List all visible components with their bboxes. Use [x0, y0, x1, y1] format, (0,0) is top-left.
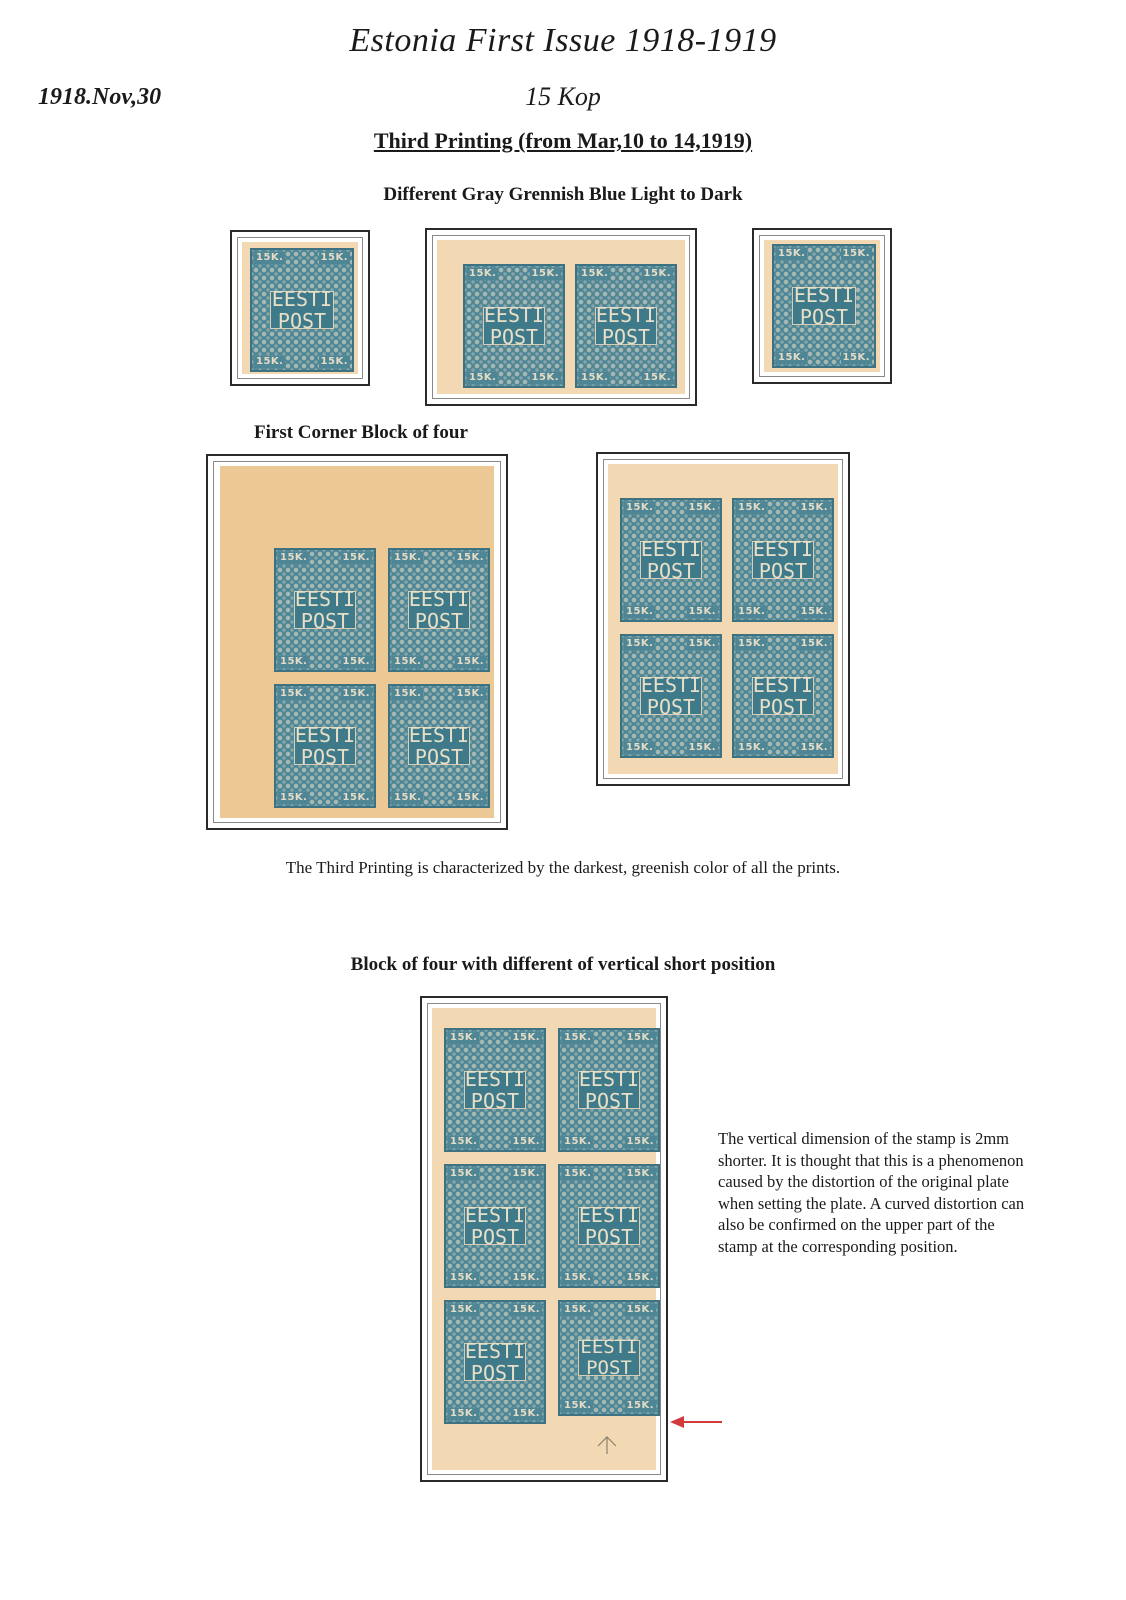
stamp-value-label: 15K. — [342, 688, 370, 699]
stamp-value-label: 15K. — [564, 1136, 592, 1147]
stamp-value-label: 15K. — [842, 248, 870, 259]
stamp-tablet — [464, 1203, 527, 1249]
stamp-value-label: 15K. — [626, 1400, 654, 1411]
stamp-tablet — [640, 537, 703, 583]
stamp-short-position — [558, 1300, 660, 1416]
stamp — [575, 264, 677, 388]
stamp-value-label: 15K. — [564, 1400, 592, 1411]
stamp-text-eesti: EESTI — [578, 1203, 640, 1227]
stamp-text-post: POST — [601, 325, 651, 349]
stamp-value-label: 15K. — [738, 502, 766, 513]
stamp-value-label: 15K. — [581, 268, 609, 279]
stamp-value-label: 15K. — [394, 656, 422, 667]
stamp-value-label: 15K. — [738, 606, 766, 617]
stamp-value-label: 15K. — [469, 372, 497, 383]
stamp-text-post: POST — [758, 559, 808, 583]
stamp-value-label: 15K. — [512, 1272, 540, 1283]
stamp-value-label: 15K. — [456, 688, 484, 699]
stamp-tablet — [578, 1067, 641, 1113]
stamp-value-label: 15K. — [394, 552, 422, 563]
stamp-text-post: POST — [277, 309, 327, 333]
stamp-tablet — [578, 1203, 641, 1249]
stamp-text-post: POST — [758, 695, 808, 719]
stamp-value-label: 15K. — [280, 688, 308, 699]
stamp-value-label: 15K. — [512, 1136, 540, 1147]
stamp-value-label: 15K. — [320, 252, 348, 263]
characterization-note: The Third Printing is characterized by the darkest, greenish color of all the prints. — [285, 858, 841, 877]
stamp-tablet — [270, 287, 334, 333]
stamp-value-label: 15K. — [342, 552, 370, 563]
stamp-text-post: POST — [799, 305, 849, 329]
stamp-value-label: 15K. — [778, 352, 806, 363]
stamp-value-label: 15K. — [456, 656, 484, 667]
single-stamp-mount-light — [230, 230, 370, 386]
stamp-text-post: POST — [300, 745, 350, 769]
stamp — [388, 684, 490, 808]
stamp-text-eesti: EESTI — [294, 587, 356, 611]
stamp-value-label: 15K. — [800, 502, 828, 513]
shades-heading: Different Gray Grennish Blue Light to Dark — [383, 184, 743, 205]
stamp-value-label: 15K. — [643, 372, 671, 383]
stamp-tablet — [408, 723, 471, 769]
stamp-value-label: 15K. — [512, 1032, 540, 1043]
stamp-value-label: 15K. — [512, 1304, 540, 1315]
stamp-text-eesti: EESTI — [580, 1336, 638, 1359]
stamp-value-label: 15K. — [688, 606, 716, 617]
stamp-value-label: 15K. — [394, 792, 422, 803]
stamp-value-label: 15K. — [738, 742, 766, 753]
stamp-value-label: 15K. — [456, 792, 484, 803]
stamp-text-post: POST — [470, 1361, 520, 1385]
stamp-value-label: 15K. — [531, 372, 559, 383]
stamp-value-label: 15K. — [280, 792, 308, 803]
stamp — [732, 498, 834, 622]
stamp-text-eesti: EESTI — [752, 673, 814, 697]
stamp-tablet — [408, 587, 471, 633]
stamp-value-label: 15K. — [394, 688, 422, 699]
stamp-value-label: 15K. — [564, 1272, 592, 1283]
stamp-text-post: POST — [646, 695, 696, 719]
stamp — [620, 634, 722, 758]
stamp-value-label: 15K. — [626, 1168, 654, 1179]
stamp — [274, 684, 376, 808]
stamp-value-label: 15K. — [450, 1408, 478, 1419]
denomination: 15 Kop — [525, 82, 601, 111]
stamp-value-label: 15K. — [512, 1168, 540, 1179]
stamp — [274, 548, 376, 672]
issue-date: 1918.Nov,30 — [38, 84, 162, 110]
stamp-tablet — [595, 303, 658, 349]
stamp-text-eesti: EESTI — [752, 537, 814, 561]
stamp-text-eesti: EESTI — [408, 723, 470, 747]
stamp-value-label: 15K. — [450, 1168, 478, 1179]
stamp-value-label: 15K. — [512, 1408, 540, 1419]
single-stamp-mount-dark — [752, 228, 892, 384]
stamp-text-post: POST — [586, 1357, 632, 1379]
printing-heading: Third Printing (from Mar,10 to 14,1919) — [373, 128, 753, 153]
stamp-text-post: POST — [414, 745, 464, 769]
corner-block-heading: First Corner Block of four — [254, 422, 468, 443]
stamp-value-label: 15K. — [800, 742, 828, 753]
short-block-heading: Block of four with different of vertical short position — [350, 954, 776, 975]
stamp-text-eesti: EESTI — [640, 673, 702, 697]
stamp-value-label: 15K. — [688, 742, 716, 753]
stamp — [732, 634, 834, 758]
stamp-text-post: POST — [300, 609, 350, 633]
stamp — [388, 548, 490, 672]
stamp — [250, 248, 354, 372]
stamp — [444, 1028, 546, 1152]
stamp-tablet — [483, 303, 546, 349]
stamp-text-post: POST — [646, 559, 696, 583]
stamp-value-label: 15K. — [626, 606, 654, 617]
block-of-four-mount — [596, 452, 850, 786]
stamp-value-label: 15K. — [643, 268, 671, 279]
stamp-text-post: POST — [489, 325, 539, 349]
pencil-arrow-mark-icon — [592, 1434, 622, 1456]
stamp-value-label: 15K. — [564, 1304, 592, 1315]
stamp-text-eesti: EESTI — [294, 723, 356, 747]
stamp-text-post: POST — [470, 1089, 520, 1113]
stamp-value-label: 15K. — [738, 638, 766, 649]
stamp-value-label: 15K. — [450, 1304, 478, 1315]
stamp-text-eesti: EESTI — [464, 1067, 526, 1091]
stamp-text-post: POST — [470, 1225, 520, 1249]
corner-block-mount — [206, 454, 508, 830]
stamp-value-label: 15K. — [456, 552, 484, 563]
stamp-value-label: 15K. — [342, 792, 370, 803]
stamp-text-post: POST — [584, 1225, 634, 1249]
stamp-tablet — [752, 537, 815, 583]
stamp-value-label: 15K. — [800, 606, 828, 617]
stamp — [620, 498, 722, 622]
stamp-tablet — [578, 1336, 641, 1379]
stamp-value-label: 15K. — [256, 252, 284, 263]
stamp-value-label: 15K. — [842, 352, 870, 363]
stamp-text-eesti: EESTI — [578, 1067, 640, 1091]
stamp-value-label: 15K. — [626, 1272, 654, 1283]
stamp-value-label: 15K. — [581, 372, 609, 383]
page-title: Estonia First Issue 1918-1919 — [349, 22, 777, 59]
stamp-value-label: 15K. — [450, 1032, 478, 1043]
stamp-value-label: 15K. — [626, 1032, 654, 1043]
stamp-value-label: 15K. — [531, 268, 559, 279]
stamp-text-eesti: EESTI — [793, 283, 855, 307]
stamp-text-eesti: EESTI — [483, 303, 545, 327]
stamp — [558, 1164, 660, 1288]
stamp-value-label: 15K. — [450, 1136, 478, 1147]
stamp-value-label: 15K. — [342, 656, 370, 667]
stamp-value-label: 15K. — [564, 1168, 592, 1179]
stamp-text-eesti: EESTI — [595, 303, 657, 327]
short-position-block-mount — [420, 996, 668, 1482]
stamp-value-label: 15K. — [320, 356, 348, 367]
stamp-tablet — [294, 723, 357, 769]
red-arrow-line — [684, 1421, 722, 1423]
stamp-value-label: 15K. — [626, 1304, 654, 1315]
stamp — [558, 1028, 660, 1152]
stamp-text-post: POST — [584, 1089, 634, 1113]
stamp-value-label: 15K. — [450, 1272, 478, 1283]
stamp-tablet — [294, 587, 357, 633]
stamp-text-post: POST — [414, 609, 464, 633]
stamp-value-label: 15K. — [564, 1032, 592, 1043]
stamp-value-label: 15K. — [626, 502, 654, 513]
stamp-value-label: 15K. — [800, 638, 828, 649]
stamp-text-eesti: EESTI — [408, 587, 470, 611]
stamp-value-label: 15K. — [688, 638, 716, 649]
stamp-value-label: 15K. — [469, 268, 497, 279]
stamp — [444, 1164, 546, 1288]
stamp-value-label: 15K. — [626, 1136, 654, 1147]
stamp-tablet — [464, 1339, 527, 1385]
stamp — [772, 244, 876, 368]
stamp-tablet — [640, 673, 703, 719]
stamp-tablet — [464, 1067, 527, 1113]
stamp-value-label: 15K. — [626, 742, 654, 753]
stamp-value-label: 15K. — [626, 638, 654, 649]
stamp-value-label: 15K. — [280, 552, 308, 563]
stamp-text-eesti: EESTI — [640, 537, 702, 561]
stamp-value-label: 15K. — [256, 356, 284, 367]
stamp-tablet — [792, 283, 856, 329]
stamp-value-label: 15K. — [778, 248, 806, 259]
stamp-value-label: 15K. — [688, 502, 716, 513]
stamp-text-eesti: EESTI — [464, 1339, 526, 1363]
pair-stamp-mount — [425, 228, 697, 406]
stamp-tablet — [752, 673, 815, 719]
short-block-description: The vertical dimension of the stamp is 2mm shorter. It is thought that this is a phenomenon caused by the distortion of the original plate when setting the plate. A curved distortion can also be confirmed on the upper part of the stamp at the corresponding position. — [718, 1129, 1025, 1256]
red-arrow-icon — [670, 1416, 684, 1428]
stamp-text-eesti: EESTI — [271, 287, 333, 311]
stamp — [463, 264, 565, 388]
stamp-text-eesti: EESTI — [464, 1203, 526, 1227]
stamp-value-label: 15K. — [280, 656, 308, 667]
stamp — [444, 1300, 546, 1424]
